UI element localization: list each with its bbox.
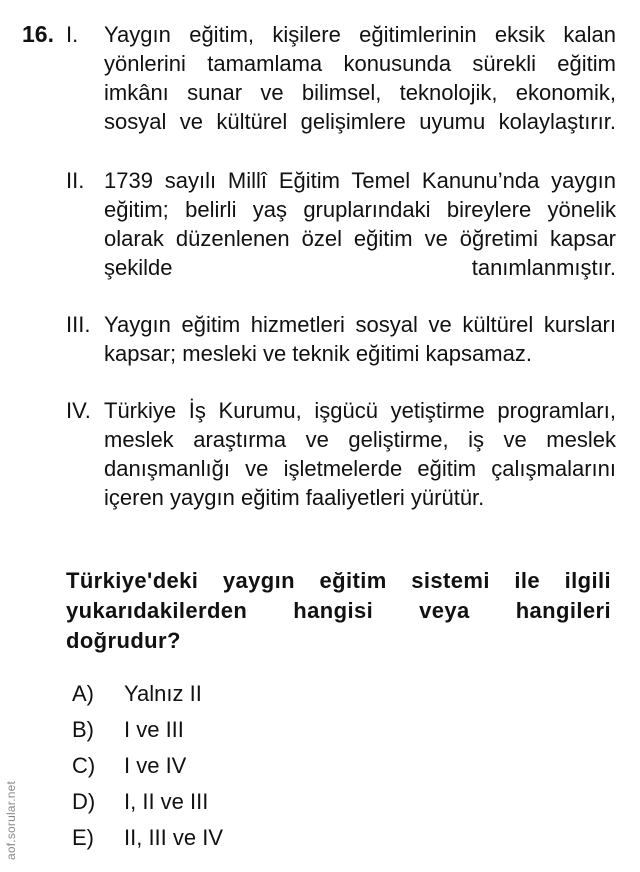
- question-number: 16.: [22, 21, 54, 47]
- option-e-text: II, III ve IV: [124, 825, 224, 850]
- option-e[interactable]: [72, 820, 223, 856]
- option-e-letter: E): [72, 825, 94, 850]
- option-a-text: Yalnız II: [124, 681, 202, 706]
- option-c[interactable]: [72, 748, 223, 784]
- statement-2: [66, 166, 616, 282]
- option-d-letter: D): [72, 789, 96, 814]
- statement-3-text: Yaygın eğitim hizmetleri sosyal ve kültürel kursları kapsar; mesleki ve teknik eğitimi kapsamaz.: [104, 312, 616, 366]
- option-b-text: I ve III: [124, 717, 184, 742]
- option-b[interactable]: [72, 712, 223, 748]
- statement-4-numeral: IV.: [66, 398, 91, 423]
- statement-4: [66, 396, 616, 512]
- statement-3: [66, 310, 616, 368]
- option-c-text: I ve IV: [124, 753, 187, 778]
- question-stem: Türkiye'deki yaygın eğitim sistemi ile ilgili yukarıdakilerden hangisi veya hangileri doğrudur?: [66, 568, 611, 653]
- statement-4-text: Türkiye İş Kurumu, işgücü yetiştirme programları, meslek araştırma ve geliştirme, iş ve meslek danışmanlığı ve işletmelerde eğitim çalışmalarını içeren yaygın eğitim faaliyetleri yürütür.: [104, 398, 616, 510]
- option-c-letter: C): [72, 753, 96, 778]
- option-d-text: I, II ve III: [124, 789, 209, 814]
- option-a[interactable]: [72, 676, 223, 712]
- option-b-letter: B): [72, 717, 94, 742]
- option-a-letter: A): [72, 681, 94, 706]
- statement-3-numeral: III.: [66, 312, 91, 337]
- statement-2-numeral: II.: [66, 168, 85, 193]
- site-watermark: aof.sorular.net: [4, 780, 18, 860]
- option-d[interactable]: [72, 784, 223, 820]
- statement-2-text: 1739 sayılı Millî Eğitim Temel Kanunu’nda yaygın eğitim; belirli yaş gruplarındaki bireylere yönelik olarak düzenlenen özel eğitim ve öğretimi kapsar şekilde tanımlanmıştır.: [104, 168, 616, 280]
- statement-1: [66, 20, 616, 136]
- statement-1-text: Yaygın eğitim, kişilere eğitimlerinin eksik kalan yönlerini tamamlama konusunda sürekli eğitim imkânı sunar ve bilimsel, teknolojik, ekonomik, sosyal ve kültürel gelişimlere uyumu kolaylaştırır.: [104, 22, 616, 134]
- answer-options: [72, 676, 223, 856]
- statement-1-numeral: I.: [66, 22, 79, 47]
